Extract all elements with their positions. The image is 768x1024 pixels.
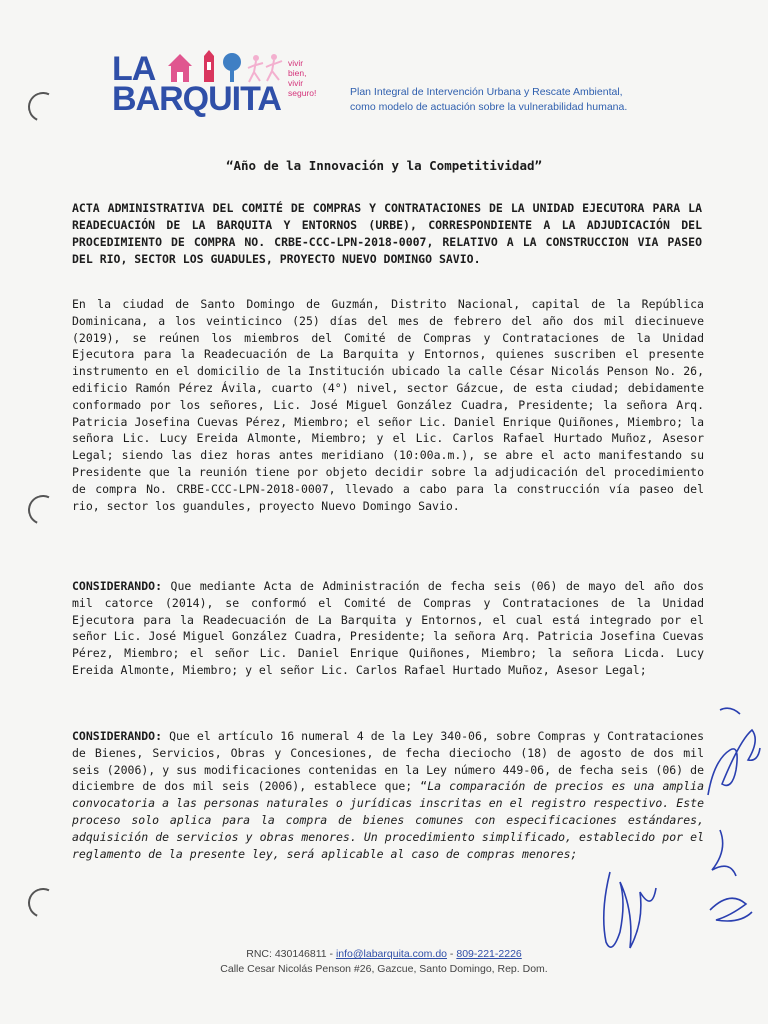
footer-separator: - xyxy=(447,948,457,960)
slogan-line: Plan Integral de Intervención Urbana y Rescate Ambiental, xyxy=(350,86,623,98)
document-heading: ACTA ADMINISTRATIVA DEL COMITÉ DE COMPRAS Y CONTRATACIONES DE LA UNIDAD EJECUTORA PARA LA READECUACIÓN DE LA BARQUITA Y ENTORNOS (URBE), CORRESPONDIENTE A LA ADJUDICACIÓN DEL PROCEDIMIENTO DE COMPRA NO. CRBE-CCC-LPN-2018-0007, RELATIVO A LA CONSTRUCCION VIA PASEO DEL RIO, SECTOR LOS GUADULES, PROYECTO NUEVO DOMINGO SAVIO. xyxy=(72,201,702,266)
punch-hole-mark xyxy=(24,884,62,922)
considerando-paragraph xyxy=(72,578,704,679)
handwritten-signature xyxy=(700,700,768,810)
considerando-label: CONSIDERANDO: xyxy=(72,729,163,743)
logo-icons xyxy=(164,50,288,84)
logo-tagline xyxy=(288,58,316,98)
considerando-label: CONSIDERANDO: xyxy=(72,579,163,593)
footer-phone-link[interactable]: 809-221-2226 xyxy=(456,948,522,960)
considerando-text: Que mediante Acta de Administración de fecha seis (06) de mayo del año dos mil catorce (2014), se conformó el Comité de Compras y Contrataciones de la Unidad Ejecutora para la Readecuación de La Barquita y Entornos, el cual está integrado por el señor Lic. José Miguel González Cuadra, Presidente; la señora Arq. Patricia Josefina Cuevas Pérez, Miembro; el señor Lic. Daniel Enrique Quiñones, Miembro; la señora Licda. Lucy Ereida Almonte, Miembro; y el señor Lic. Carlos Rafael Hurtado Muñoz, Asesor Legal; xyxy=(72,579,704,677)
considerando-paragraph xyxy=(72,728,704,862)
handwritten-initials xyxy=(690,820,760,940)
considerando-text: Que el artículo 16 numeral 4 de la Ley 340-06, sobre Compras y Contrataciones de Bienes, Servicios, Obras y Concesiones, de fecha dieciocho (18) de agosto de dos mil seis (2006), y sus modificaciones contenidas en la Ley número 449-06, de fecha seis (06) de diciembre de dos mil seis (2006), establece que; “ xyxy=(72,729,704,794)
punch-hole-mark xyxy=(24,88,62,126)
law-quote: La comparación de precios es una amplia convocatoria a las personas naturales o jurídicas inscritas en el registro respectivo. Este proceso solo aplica para la compra de bienes comunes con especificaciones estándares, adquisición de servicios y obras menores. Un procedimiento simplificado, establecido por el reglamento de la presente ley, será aplicable al caso de compras menores; xyxy=(72,779,704,861)
header-slogan xyxy=(350,85,627,115)
footer-address: Calle Cesar Nicolás Penson #26, Gazcue, Santo Domingo, Rep. Dom. xyxy=(220,963,548,975)
tagline-line: bien, xyxy=(288,68,307,78)
tagline-line: seguro! xyxy=(288,88,317,98)
tagline-line: vivir xyxy=(288,78,304,88)
page-footer xyxy=(0,947,768,977)
tagline-line: vivir xyxy=(288,58,304,68)
footer-email-link[interactable]: info@labarquita.com.do xyxy=(335,948,448,960)
handwritten-signature xyxy=(590,852,670,962)
logo-word-la: LA xyxy=(112,50,156,88)
la-barquita-logo xyxy=(112,50,342,125)
year-motto: “Año de la Innovación y la Competitividad” xyxy=(225,158,543,173)
slogan-line: como modelo de actuación sobre la vulnerabilidad humana. xyxy=(350,101,628,113)
punch-hole-mark xyxy=(24,491,62,529)
logo-word-barquita: BARQUITA xyxy=(112,80,281,118)
footer-rnc: RNC: 430146811 - xyxy=(246,948,334,960)
footer-contact-line xyxy=(0,947,768,962)
opening-paragraph: En la ciudad de Santo Domingo de Guzmán, Distrito Nacional, capital de la República Dominicana, a los veinticinco (25) días del mes de febrero del año dos mil diecinueve (2019), se reúnen los miembros del Comité de Compras y Contrataciones de la Unidad Ejecutora para la Readecuación de La Barquita y Entornos, quienes suscriben el presente instrumento en el domicilio de la Institución ubicado la calle César Nicolás Penson No. 26, edificio Ramón Pérez Ávila, cuarto (4°) nivel, sector Gázcue, de esta ciudad; debidamente conformado por los señores, Lic. José Miguel González Cuadra, Presidente; la señora Arq. Patricia Josefina Cuevas Pérez, Miembro; el señor Lic. Daniel Enrique Quiñones, Miembro; la señora Lic. Lucy Ereida Almonte, Miembro; y el Lic. Carlos Rafael Hurtado Muñoz, Asesor Legal; siendo las diez horas antes meridiano (10:00a.m.), se abre el acto manifestando su Presidente que la reunión tiene por objeto decidir sobre la adjudicación del procedimiento de compra No. CRBE-CCC-LPN-2018-0007, llevado a cabo para la construcción vía paseo del rio, sector los guandules, proyecto Nuevo Domingo Savio. xyxy=(72,297,704,513)
